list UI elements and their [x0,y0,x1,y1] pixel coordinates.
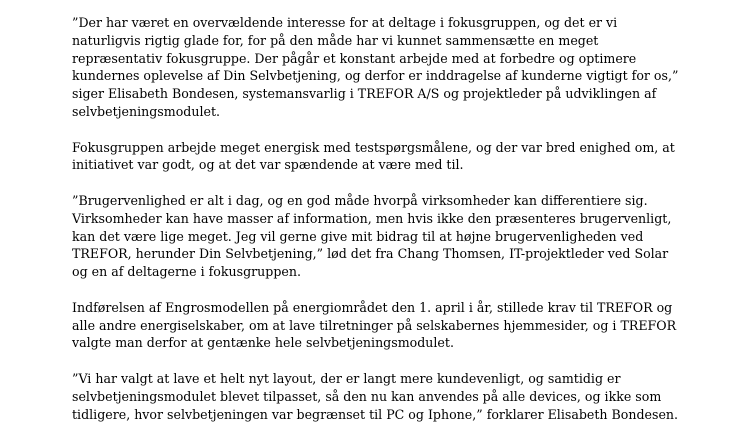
paragraph-engros-model: Indførelsen af Engrosmodellen på energiområdet den 1. april i år, stillede krav til TREFOR og alle andre energiselskaber, om at lave tilretninger på selskabernes hjemmesider, og i TREFOR valgte man derfor at gentænke hele selvbetjeningsmodulet. [72,299,677,351]
paragraph-focus-group-quote: ”Der har været en overvældende interesse for at deltage i fokusgruppen, og det er vi naturligvis rigtig glade for, for på den måde har vi kunnet sammensætte en meget repræsentativ fokusgruppe. Der pågår et konstant arbejde med at forbedre og optimere kundernes oplevelse af Din Selvbetjening, og derfor er inddragelse af kunderne vigtigt for os,” siger Elisabeth Bondesen, systemansvarlig i TREFOR A/S og projektleder på udviklingen af selvbetjeningsmodulet. [72,15,679,119]
paragraph-focus-group-work: Fokusgruppen arbejde meget energisk med testspørgsmålene, og der var bred enighed om, at initiativet var godt, og at det var spændende at være med til. [72,139,675,173]
paragraph-new-layout-quote: ”Vi har valgt at lave et helt nyt layout, der er langt mere kundevenligt, og samtidig er selvbetjeningsmodulet blevet tilpasset, så den nu kan anvendes på alle devices, og ikke som tidligere, hvor selvbetjeningen var begrænset til PC og Iphone,” forklarer Elisabeth Bondesen. [72,370,679,422]
paragraph-usability-quote: ”Brugervenlighed er alt i dag, og en god måde hvorpå virksomheder kan differentiere sig. Virksomheder kan have masser af information, men hvis ikke den præsenteres brugervenligt, kan det være lige meget. Jeg vil gerne give mit bidrag til at højne brugervenligheden ved TREFOR, herunder Din Selvbetjening,” lød det fra Chang Thomsen, IT-projektleder ved Solar og en af deltagerne i fokusgruppen. [72,192,672,280]
document-page [72,14,702,441]
